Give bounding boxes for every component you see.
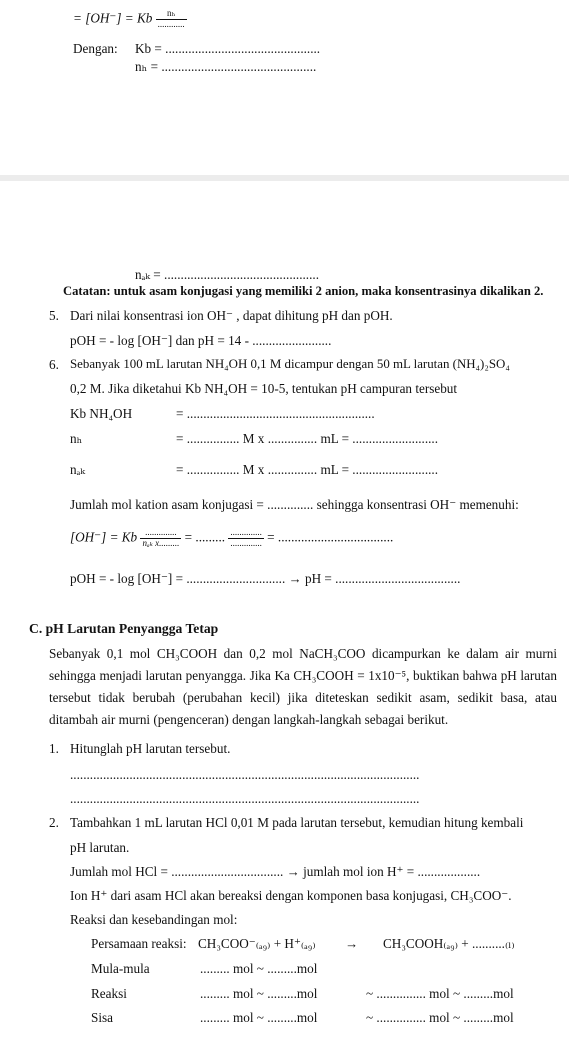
- section-c-title: C. pH Larutan Penyangga Tetap: [29, 621, 219, 636]
- q5-text: Dari nilai konsentrasi ion OH⁻ , dapat dihitung pH dan pOH.: [70, 308, 393, 323]
- q6-poh-line: pOH = - log [OH⁻] = .............................. → pH = ......................................: [70, 571, 461, 586]
- page-separator: [0, 175, 569, 181]
- q6-oh-mid: = .........: [184, 529, 226, 545]
- c-q2-text1: Tambahkan 1 mL larutan HCl 0,01 M pada larutan tersebut, kemudian hitung kembali: [70, 815, 524, 830]
- row-mula-label: Mula-mula: [91, 961, 150, 976]
- kb-line: Kb = ...............................................: [135, 41, 321, 56]
- row-reaksi-c2: ~ ............... mol ~ .........mol: [366, 986, 514, 1001]
- c-q1-dots-1: ..........................................................................................................: [70, 767, 420, 782]
- c-q2-number: 2.: [49, 815, 59, 830]
- c-q2-text2: pH larutan.: [70, 840, 130, 855]
- reaction-arrow: →: [345, 936, 359, 951]
- c-q1-dots-2: ..........................................................................................................: [70, 791, 420, 806]
- q5-number: 5.: [49, 308, 59, 323]
- c-q1-number: 1.: [49, 741, 59, 756]
- persamaan-label: Persamaan reaksi:: [91, 936, 187, 951]
- c-q2-reaksi: Reaksi dan kesebandingan mol:: [70, 912, 238, 927]
- q6-oh-lhs: [OH⁻] = Kb: [70, 529, 138, 545]
- q6-nb-label: nₕ: [70, 431, 83, 446]
- c-q2-ion: Ion H⁺ dari asam HCl akan bereaksi dengan komponen basa konjugasi, CH₃COO⁻.: [70, 888, 512, 903]
- q6-kb-value: = .........................................................: [176, 406, 375, 421]
- c-q2-jumlah: Jumlah mol HCl = .................................. → jumlah mol ion H⁺ = ...................: [70, 864, 481, 879]
- q6-number: 6.: [49, 357, 59, 372]
- q6-nak-value: = ................ M x ............... mL = ..........................: [176, 462, 439, 477]
- top-eq-fraction: [156, 9, 187, 30]
- q6-nak-label: nₐₖ: [70, 462, 86, 477]
- section-c-paragraph: Sebanyak 0,1 mol CH₃COOH dan 0,2 mol NaCH₃COO dicampurkan ke dalam air murni sehingga menjadi larutan penyangga. Jika Ka CH₃COOH = 1x10⁻⁵, buktikan bahwa pH larutan tersebut tidak berubah (perubahan kecil) jika diteteskan sedikit asam, sedikit basa, atau ditambah air murni (pengenceran) dengan langkah-langkah sebagai berikut.: [49, 646, 557, 727]
- q6-oh-end: = ...................................: [267, 529, 394, 545]
- row-sisa-c2: ~ ............... mol ~ .........mol: [366, 1010, 514, 1025]
- nak-line: nₐₖ = ...............................................: [135, 267, 319, 282]
- top-frac-num: nₕ: [156, 9, 187, 20]
- q6-text1: Sebanyak 100 mL larutan NH₄OH 0,1 M dicampur dengan 50 mL larutan (NH₄)₂SO₄: [70, 357, 510, 371]
- q6-oh-frac2-num: ..............: [230, 527, 262, 537]
- q6-oh-frac-num: ..............: [140, 528, 181, 539]
- top-equation: [73, 9, 187, 30]
- row-sisa-c1: ......... mol ~ .........mol: [200, 1010, 318, 1025]
- row-mula-c1: ......... mol ~ .........mol: [200, 961, 318, 976]
- q6-text2: 0,2 M. Jika diketahui Kb NH₄OH = 10-5, tentukan pH campuran tersebut: [70, 381, 458, 396]
- row-reaksi-label: Reaksi: [91, 986, 127, 1001]
- top-eq-lhs: = [OH⁻] = Kb: [73, 10, 153, 26]
- q6-jumlah: Jumlah mol kation asam konjugasi = .............. sehingga konsentrasi OH⁻ memenuhi:: [70, 497, 519, 512]
- q6-oh-equation: [70, 528, 393, 549]
- c-q1-text: Hitunglah pH larutan tersebut.: [70, 741, 231, 756]
- q6-kb-label: Kb NH₄OH: [70, 406, 133, 421]
- row-sisa-label: Sisa: [91, 1010, 113, 1025]
- q6-oh-frac-den: nₐₖ x.........: [142, 537, 180, 548]
- nb-line: nₕ = ...............................................: [135, 59, 317, 74]
- top-frac-den: ............: [157, 18, 185, 29]
- q5-line: pOH = - log [OH⁻] dan pH = 14 - ........................: [70, 333, 332, 348]
- persamaan-reactants: CH₃COO⁻₍ₐ₉₎ + H⁺₍ₐ₉₎: [198, 936, 316, 951]
- q6-oh-frac2-den: ..............: [230, 537, 262, 548]
- catatan-note: Catatan: untuk asam konjugasi yang memiliki 2 anion, maka konsentrasinya dikalikan 2.: [63, 284, 544, 298]
- q6-nb-value: = ................ M x ............... mL = ..........................: [176, 431, 439, 446]
- persamaan-products: CH₃COOH₍ₐ₉₎ + ..........₍ₗ₎: [383, 936, 515, 951]
- q6-oh-fraction-2: [228, 528, 264, 549]
- dengan-label: Dengan:: [73, 41, 118, 56]
- q6-oh-fraction: [140, 528, 181, 549]
- row-reaksi-c1: ......... mol ~ .........mol: [200, 986, 318, 1001]
